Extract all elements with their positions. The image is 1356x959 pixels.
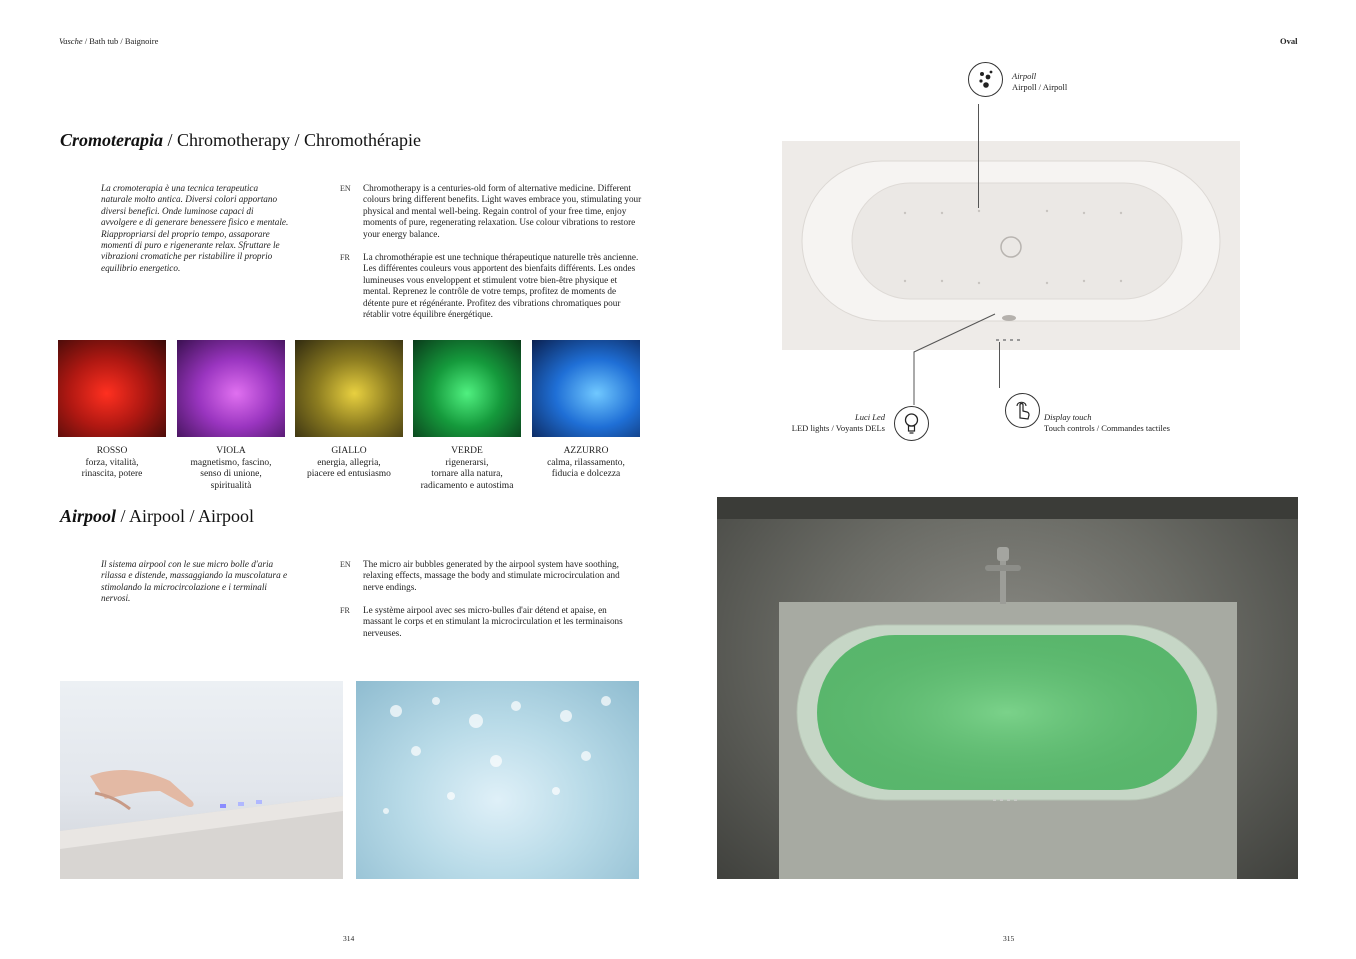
page-number-right: 315 xyxy=(1003,934,1015,943)
caption-viola xyxy=(172,446,290,492)
caption-viola-line3: spiritualità xyxy=(210,480,252,491)
bubbles-icon xyxy=(968,62,1003,97)
caption-giallo xyxy=(290,446,408,481)
airpool-title-italic: Airpool xyxy=(60,506,117,526)
caption-rosso xyxy=(58,446,166,481)
tub-top-view xyxy=(782,141,1240,350)
airpool-en-text: The micro air bubbles generated by the airpool system have soothing, relaxing effects, massage the body and stimulate microcirculation and nerve endings. xyxy=(363,559,620,592)
caption-verde-name: VERDE xyxy=(451,446,483,456)
caption-rosso-name: ROSSO xyxy=(96,446,128,456)
swatch-azzurro xyxy=(532,340,640,437)
caption-viola-line1: magnetismo, fascino, xyxy=(190,457,272,468)
swatch-giallo xyxy=(295,340,403,437)
green-tub-photo xyxy=(717,497,1298,879)
breadcrumb-italic: Vasche xyxy=(59,36,83,46)
led-leader-line xyxy=(900,310,1000,410)
airpool-title xyxy=(60,506,254,527)
airpool-en-label: EN xyxy=(340,560,351,569)
chromo-fr-text: La chromothérapie est une technique thérapeutique naturelle très ancienne. Les différentes couleurs vous apportent des bienfaits différents. Les ondes lumineuses vous enveloppent et stimulent votre bien-être physique et mental. Reprenez le contrôle de votre temps, profitez de moments de détente pure et régénérante. Profitez des vibrations chromatiques pour rétablir votre équilibre énergétique. xyxy=(363,252,639,320)
bulb-icon xyxy=(894,406,929,441)
airpool-fr-label: FR xyxy=(340,606,350,615)
airpoll-label-sub: Airpoll / Airpoll xyxy=(1012,82,1068,92)
chromo-fr-label: FR xyxy=(340,253,350,262)
caption-azzurro-name: AZZURRO xyxy=(563,446,609,456)
caption-rosso-line2: rinascita, potere xyxy=(81,469,143,479)
led-label-sub: LED lights / Voyants DELs xyxy=(791,423,885,433)
caption-verde-line3: radicamento e autostima xyxy=(420,480,514,491)
caption-giallo-name: GIALLO xyxy=(331,446,367,456)
breadcrumb-rest: / Bath tub / Baignoire xyxy=(82,36,159,46)
touch-label-title: Display touch xyxy=(1044,412,1092,422)
chromo-title-italic: Cromoterapia xyxy=(60,130,164,150)
caption-viola-name: VIOLA xyxy=(216,446,246,456)
airpool-title-rest: / Airpool / Airpool xyxy=(116,506,255,526)
touch-hand-icon xyxy=(1005,393,1040,428)
caption-rosso-line1: forza, vitalità, xyxy=(85,457,139,468)
caption-azzurro xyxy=(528,446,644,481)
chromo-italian-text: La cromoterapia è una tecnica terapeutica naturale molto antica. Diversi colori apportano diversi benefici. Onde luminose capaci di avvolgere e di generare benessere fisico e mentale. Riappropriarsi del proprio tempo, assaporare momenti di puro e rigenerante relax. Sfruttare le vibrazioni cromatiche per ristabilire il proprio equilibrio energetico. xyxy=(101,183,289,273)
breadcrumb xyxy=(59,36,158,47)
caption-azzurro-line1: calma, rilassamento, xyxy=(547,457,625,468)
chromo-title-rest: / Chromotherapy / Chromothérapie xyxy=(163,130,421,150)
swatch-rosso xyxy=(58,340,166,437)
page-number-left: 314 xyxy=(343,934,355,943)
swatch-viola xyxy=(177,340,285,437)
chromo-title xyxy=(60,130,421,151)
led-label-title: Luci Led xyxy=(855,412,885,422)
swatch-verde xyxy=(413,340,521,437)
caption-viola-line2: senso di unione, xyxy=(200,469,262,479)
bubbles-photo xyxy=(356,681,639,879)
airpool-fr-text: Le système airpool avec ses micro-bulles d'air détend et apaise, en massant le corps et en stimulant la microcirculation et les terminaisons nerveuses. xyxy=(363,605,623,638)
airpoll-leader-line xyxy=(978,104,979,208)
caption-verde-line2: tornare alla natura, xyxy=(431,469,503,479)
airpoll-label-title: Airpoll xyxy=(1012,71,1037,81)
caption-azzurro-line2: fiducia e dolcezza xyxy=(551,469,621,479)
touch-label-sub: Touch controls / Commandes tactiles xyxy=(1044,423,1170,433)
touch-photo xyxy=(60,681,343,879)
chromo-en-text: Chromotherapy is a centuries-old form of alternative medicine. Different colours bring different benefits. Light waves embrace you, stimulating your physical and mental well-being. Regain control of your free time, enjoy moments of pure, regenerating relaxation. Use colour vibrations to restore your energy balance. xyxy=(363,183,642,239)
caption-giallo-line1: energia, allegria, xyxy=(317,457,381,468)
caption-verde-line1: rigenerarsi, xyxy=(445,457,489,468)
caption-giallo-line2: piacere ed entusiasmo xyxy=(307,469,391,479)
caption-verde xyxy=(405,446,529,492)
chromo-en-label: EN xyxy=(340,184,351,193)
airpool-italian-text: Il sistema airpool con le sue micro bolle d'aria rilassa e distende, massaggiando la muscolatura e stimolando la microcircolazione e i terminali nervosi. xyxy=(101,559,288,604)
page-right-title: Oval xyxy=(1280,36,1298,46)
